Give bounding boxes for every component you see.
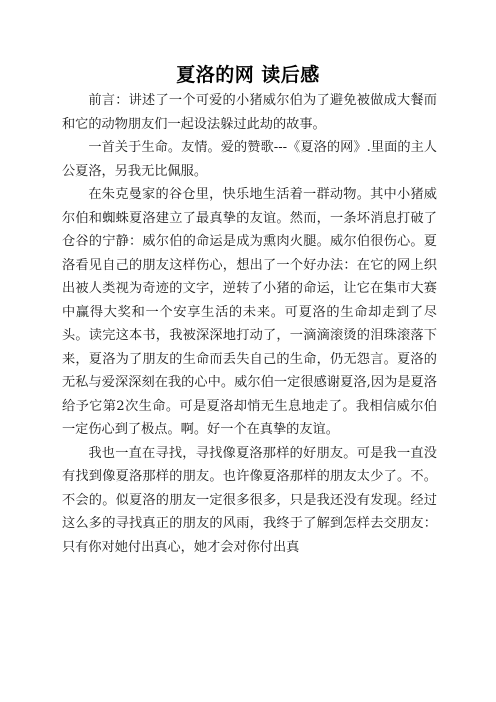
paragraph-intro: 一首关于生命。友情。爱的赞歌---《夏洛的网》.里面的主人公夏洛，另我无比佩服。 — [62, 140, 437, 179]
paragraph-story: 在朱克曼家的谷仓里，快乐地生活着一群动物。其中小猪威尔伯和蜘蛛夏洛建立了最真挚的友谊。然而，一条坏消息打破了仓谷的宁静：威尔伯的命运是成为熏肉火腿。威尔伯很伤心。夏洛看见自己的朋友这样伤心，想出了一个好办法：在它的网上织出被人类视为奇迹的文字，逆转了小猪的命运，让它在集市大赛中赢得大奖和一个安享生活的未来。可夏洛的生命却走到了尽头。读完这本书，我被深深地打动了，一滴滴滚烫的泪珠滚落下来，夏洛为了朋友的生命而丢失自己的生命，仍无怨言。夏洛的无私与爱深深刻在我的心中。威尔伯一定很感谢夏洛,因为是夏洛给予它第2次生命。可是夏洛却悄无生息地走了。我相信威尔伯一定伤心到了极点。啊。好一个在真挚的友谊。 — [62, 187, 437, 437]
paragraph-preface: 前言：讲述了一个可爱的小猪威尔伯为了避免被做成大餐而和它的动物朋友们一起设法躲过此劫的故事。 — [62, 93, 437, 132]
document-body — [62, 89, 437, 559]
document-title: 夏洛的网 读后感 — [176, 64, 320, 86]
paragraph-reflection: 我也一直在寻找，寻找像夏洛那样的好朋友。可是我一直没有找到像夏洛那样的朋友。也许像夏洛那样的朋友太少了。不。不会的。似夏洛的朋友一定很多很多，只是我还没有发现。经过这么多的寻找真正的朋友的风雨，我终于了解到怎样去交朋友：只有你对她付出真心，她才会对你付出真 — [62, 445, 437, 555]
